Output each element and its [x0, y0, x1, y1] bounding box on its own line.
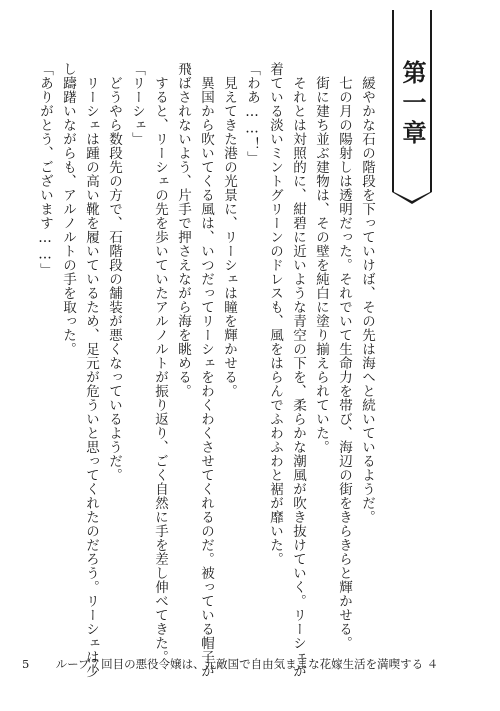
- text-line: し躊躇いながらも、アルノルトの手を取った。: [60, 62, 76, 356]
- text-line: 緩やかな石の階段を下っていけば、その先は海へと続いているようだ。: [359, 62, 375, 524]
- text-line: どうやら数段先の方で、石階段の舗装が悪くなっているようだ。: [106, 62, 122, 482]
- text-line: 「わあ……！」: [244, 62, 260, 165]
- text-line: リーシェは踵の高い靴を履いているため、足元が危ういと思ってくれたのだろう。リーシェは少: [83, 62, 99, 678]
- text-line: 見えてきた港の光景に、リーシェは瞳を輝かせる。: [221, 62, 237, 398]
- text-line: 着ている淡いミントグリーンのドレスも、風をはらんでふわふわと裾が靡いた。: [267, 62, 283, 566]
- book-title-running-footer: ループ７回目の悪役令嬢は、元敵国で自由気ままな花嫁生活を満喫する ４: [55, 657, 439, 671]
- page-number: 5: [22, 657, 30, 671]
- text-line: それとは対照的に、紺碧に近いような青空の下を、柔らかな潮風が吹き抜けていく。リーシェが: [290, 62, 306, 678]
- text-line: 「ありがとう、ございます……」: [37, 62, 53, 277]
- text-line: 異国から吹いてくる風は、いつだってリーシェをわくわくさせてくれるのだ。被っている帽子が: [198, 62, 214, 678]
- text-line: 飛ばされないよう、片手で押さえながら海を眺める。: [175, 62, 191, 398]
- text-line: すると、リーシェの先を歩いていたアルノルトが振り返り、ごく自然に手を差し伸べてきた。: [152, 62, 168, 664]
- chapter-banner: [392, 10, 432, 192]
- text-line: 「リーシェ」: [129, 62, 145, 146]
- text-line: 七の月の陽射しは透明だった。それでいて生命力を帯び、海辺の街をきらきらと輝かせる。: [336, 62, 352, 650]
- chapter-title: 第一章: [398, 60, 427, 150]
- page-footer: [22, 656, 438, 672]
- text-line: 街に建ち並ぶ建物は、その壁を純白に塗り揃えられていた。: [313, 62, 329, 454]
